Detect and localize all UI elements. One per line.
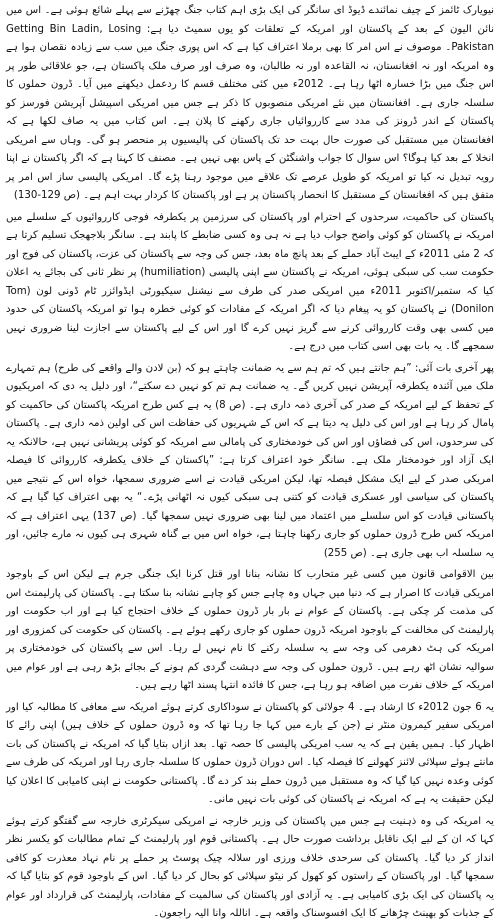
- paragraph-4: بین الاقوامی قانون میں کسی غیر متحارب کا نشانہ بنانا اور قتل کرنا ایک جنگی جرم ہے لیکن اس کے باوجود امریکی قیادت کا اصرار ہے کہ دنیا میں جہاں وہ چاہے جس کو چاہے نشانہ بنا سکتا ہے۔ پاکستان کی پارلیمنٹ اس کی مذمت کر چکی ہے۔ پاکستان کے عوام نے بار بار ڈرون حملوں کے خلاف احتجاج کیا ہے اور اب حکومت اور پارلیمنٹ کی مخالفت کے باوجود امریکہ ڈرون حملوں کو جاری رکھے ہوئے ہے۔ پاکستان کی حکومت کی کمزوری اور امریکہ کی ہٹ دھرمی کی وجہ سے یہ سلسلہ رکنے کا نام نہیں لے رہا۔ اس سے پاکستان کی خودمختاری پر سوالیہ نشان اٹھ رہے ہیں۔ ڈرون حملوں کی وجہ سے دہشت گردی کم ہونے کے بجائے بڑھ رہی ہے اور عوام میں امریکہ کے خلاف نفرت میں اضافہ ہو رہا ہے، جس کا فائدہ انتہا پسند اٹھا رہے ہیں۔: [6, 569, 494, 691]
- paragraph-5: یہ 6 جون 2012ء کا ارشاد ہے۔ 4 جولائی کو پاکستان نے سوداکاری کرتے ہوئے امریکہ سے معافی کا مطالبہ کیا اور امریکی سفیر کیمرون منٹر نے (جن کے بارے میں کہا جا رہا تھا کہ وہ ڈرون حملوں کے خلاف ہیں) اپنی رائے کا اظہار کیا۔ ہمیں یقین ہے کہ یہ سب امریکی پالیسی کا حصہ تھا۔ بعد ازاں بتایا گیا کہ امریکہ نے پاکستان کی بات مانتے ہوئے سپلائی لائنز کھولنے کا فیصلہ کیا۔ اس دوران ڈرون حملوں کا سلسلہ جاری رہا اور امریکہ کی طرف سے کوئی وعدہ نہیں کیا گیا کہ وہ مستقبل میں ڈرون حملے بند کر دے گا۔ پاکستانی حکومت نے اپنی کامیابی کا اعلان کیا لیکن حقیقت یہ ہے کہ امریکہ نے پاکستان کی کوئی بات نہیں مانی۔: [6, 701, 494, 805]
- paragraph-1: نیویارک ٹائمز کے چیف نمائندے ڈیوڈ ای سانگر کی ایک بڑی اہم کتاب جنگ چھڑنے سے پہلے شائع ہوئی ہے۔ اس میں نائن الیون کے بعد کے پاکستان اور امریکہ کے تعلقات کو یوں سمیٹ دیا ہے: Getting Bin Ladin, Losing Pakistan۔ موصوف نے اس امر کا بھی برملا اعتراف کیا ہے کہ اس پوری جنگ میں سب سے زیادہ نقصان ہوا ہے وہ امریکہ اور نہ افغانستان، نہ القاعدہ اور نہ طالبان، وہ صرف اور صرف ملک پاکستان ہے، جو علاقائی طور پر اس جنگ میں بڑا خسارہ اٹھا رہا ہے۔ 2012ء میں کئی مختلف قسم کا ردعمل دیکھنے میں آیا۔ ڈرون حملوں کا سلسلہ جاری ہے۔ افغانستان میں نئے امریکی منصوبوں کا ذکر ہے جس میں امریکی اسپیشل آپریشن فورسز کو پاکستان کے اندر ڈرونز کی مدد سے کارروائیاں جاری رکھنے کا پلان ہے۔ اس کتاب میں یہ صاف لکھا ہے کہ افغانستان میں مستقبل کی صورت حال بہت حد تک پاکستان کی پالیسیوں پر منحصر ہو گی۔ وہاں سے امریکی انخلا کے بعد کیا ہوگا؟ اس سوال کا جواب واشنگٹن کے پاس بھی نہیں ہے۔ مصنف کا کہنا ہے کہ اگر پاکستان نے اپنا رویہ تبدیل نہ کیا تو امریکہ کو طویل عرصے تک علاقے میں موجود رہنا پڑے گا۔ امریکی پالیسی ساز اس امر پر متفق ہیں کہ افغانستان کے مستقبل کا انحصار پاکستان پر ہے اور پاکستان کا کردار بہت اہم ہے۔ (ص 129-130): [6, 5, 494, 201]
- paragraph-3: پھر آخری بات آئی: ”ہم جانتے ہیں کہ تم ہم سے یہ ضمانت چاہتے ہو کہ (بن لادن والے واقعے کی طرح) ہم تمہارے ملک میں آئندہ یکطرفہ آپریشن نہیں کریں گے۔ یہ ضمانت ہم تم کو نہیں دے سکتے“، اور دلیل یہ دی کہ امریکیوں کے تحفظ کے لیے امریکہ کے صدر کی آخری ذمہ داری ہے۔ (ص 8) یہ ہے کس طرح امریکہ پاکستان کی حاکمیت کو پامال کر رہا ہے اور اس کی دلیل یہ دیتا ہے کہ اس کے شہریوں کی حفاظت اس کی اولین ذمہ داری ہے۔ پاکستان کی سرحدوں، اس کی فضاؤں اور اس کی خودمختاری کی پامالی سے امریکہ کو کوئی پریشانی نہیں ہے، حالانکہ یہ ایک آزاد اور خودمختار ملک ہے۔ سانگر خود اعتراف کرتا ہے: ”پاکستان کے خلاف یکطرفہ کارروائی کا فیصلہ امریکی صدر کے لیے ایک مشکل فیصلہ تھا، لیکن امریکی قیادت نے اسے ضروری سمجھا، خواہ اس کے نتیجے میں پاکستان کی سیاسی اور عسکری قیادت کو کتنی ہی سبکی کیوں نہ اٹھانی پڑے۔“ یہ بھی اعتراف کیا گیا ہے کہ پاکستانی قیادت کو اس سلسلے میں اعتماد میں لینا بھی ضروری نہیں سمجھا گیا۔ (ص 137) یہی اعتراف ہے کہ امریکہ کس طرح ڈرون حملوں کو جاری رکھنا چاہتا ہے، خواہ اس میں بے گناہ شہری ہی کیوں نہ مارے جائیں، اور یہ سلسلہ اب بھی جاری ہے۔ (ص 255): [6, 362, 494, 559]
- paragraph-2: پاکستان کی حاکمیت، سرحدوں کے احترام اور پاکستان کی سرزمین پر یکطرفہ فوجی کارروائیوں کے سلسلے میں امریکہ نے پاکستان کو کوئی واضح جواب دیا ہے نہ ہی وہ کسی ضابطے کا پابند ہے۔ سانگر بلاجھجک تسلیم کرتا ہے کہ 2 مئی 2011ء کے ایبٹ آباد حملے کے بعد پانچ ماہ بعد، جس کی وجہ سے پاکستان کی عزت، پاکستان کی فوج اور حکومت سب کی سبکی ہوئی، امریکہ نے پاکستان سے اپنی پالیسی (humiliation) پر نظر ثانی کی بجائے یہ اعلان کیا کہ ستمبر/اکتوبر 2011ء میں امریکی صدر کی طرف سے نیشنل سیکیورٹی ایڈوائزر ٹام ڈونی لون (Tom Donilon) نے پاکستان کو یہ پیغام دیا کہ اگر امریکہ کے مفادات کو کوئی خطرہ ہوا تو امریکہ پاکستان کی حدود میں کسی بھی وقت کارروائی کرنے سے گریز نہیں کرے گا اور اس کے لیے پاکستان سے اجازت لینا ضروری نہیں سمجھے گا۔ یہ بات بھی اسی کتاب میں درج ہے۔: [6, 211, 495, 352]
- paragraph-6: یہ امریکہ کی وہ ذہنیت ہے جس میں پاکستان کی وزیر خارجہ نے امریکی سیکرٹری خارجہ سے گفتگو کرتے ہوئے کہا کہ ان کے لیے ایک ناقابل برداشت صورت حال ہے۔ پاکستانی قوم اور پارلیمنٹ کے تمام مطالبات کو یکسر نظر انداز کر دیا گیا۔ پاکستان کی سرحدی خلاف ورزی اور سلالہ چیک پوسٹ پر حملے پر نام نہاد معذرت کو کافی سمجھا گیا۔ اور پاکستان کے راستوں کو کھول کر نیٹو سپلائی کو بحال کر دیا گیا۔ اس کے باوجود قوم کو بتایا گیا کہ یہ پاکستان کی ایک بڑی کامیابی ہے۔ یہ آزادی اور پاکستان کی سالمیت کے مفادات، پارلیمنٹ کی قرارداد اور عوام کے جذبات کو بھینٹ چڑھانے کا ایک افسوسناک واقعہ ہے۔ اناللہ وانا الیہ راجعون۔: [6, 815, 494, 919]
